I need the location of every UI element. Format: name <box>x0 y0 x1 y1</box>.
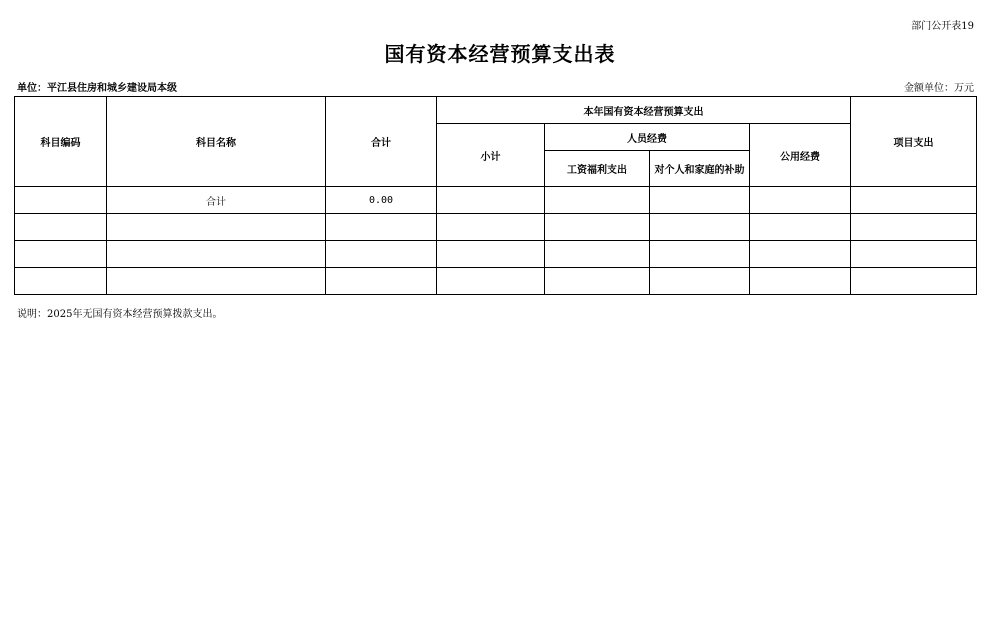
cell-total <box>326 268 437 295</box>
cell-project-expense <box>851 214 977 241</box>
page-title: 国有资本经营预算支出表 <box>384 42 616 66</box>
unit-label: 单位：平江县住房和城乡建设局本级 <box>17 83 177 94</box>
cell-salary-welfare <box>545 268 650 295</box>
cell-code <box>15 187 107 214</box>
table-row <box>15 268 977 295</box>
cell-public-expense <box>750 241 851 268</box>
cell-subtotal <box>437 241 545 268</box>
cell-code <box>15 214 107 241</box>
cell-subtotal <box>437 214 545 241</box>
cell-name: 合计 <box>107 187 326 214</box>
table-row <box>15 241 977 268</box>
form-number: 部门公开表19 <box>911 21 974 32</box>
cell-code <box>15 268 107 295</box>
cell-public-expense <box>750 214 851 241</box>
budget-table <box>14 96 977 295</box>
header-name: 科目名称 <box>107 97 326 187</box>
cell-name <box>107 268 326 295</box>
cell-salary-welfare <box>545 241 650 268</box>
cell-individual-subsidy <box>650 268 750 295</box>
header-current-year: 本年国有资本经营预算支出 <box>437 97 851 124</box>
cell-total <box>326 241 437 268</box>
amount-unit-label: 金额单位：万元 <box>904 83 974 94</box>
cell-salary-welfare <box>545 187 650 214</box>
cell-project-expense <box>851 241 977 268</box>
table-row <box>15 214 977 241</box>
header-individual-subsidy: 对个人和家庭的补助 <box>650 151 750 187</box>
header-public-expense: 公用经费 <box>750 124 851 187</box>
cell-public-expense <box>750 187 851 214</box>
cell-subtotal <box>437 187 545 214</box>
header-subtotal: 小计 <box>437 124 545 187</box>
header-total: 合计 <box>326 97 437 187</box>
cell-project-expense <box>851 187 977 214</box>
cell-total <box>326 214 437 241</box>
cell-name <box>107 241 326 268</box>
header-personnel: 人员经费 <box>545 124 750 151</box>
table-row <box>15 187 977 214</box>
cell-individual-subsidy <box>650 241 750 268</box>
cell-public-expense <box>750 268 851 295</box>
header-code: 科目编码 <box>15 97 107 187</box>
cell-code <box>15 241 107 268</box>
cell-name <box>107 214 326 241</box>
cell-individual-subsidy <box>650 214 750 241</box>
footnote: 说明：2025年无国有资本经营预算拨款支出。 <box>17 309 223 320</box>
cell-individual-subsidy <box>650 187 750 214</box>
cell-salary-welfare <box>545 214 650 241</box>
cell-project-expense <box>851 268 977 295</box>
cell-total: 0.00 <box>326 187 437 214</box>
header-salary-welfare: 工资福利支出 <box>545 151 650 187</box>
header-project-expense: 项目支出 <box>851 97 977 187</box>
cell-subtotal <box>437 268 545 295</box>
